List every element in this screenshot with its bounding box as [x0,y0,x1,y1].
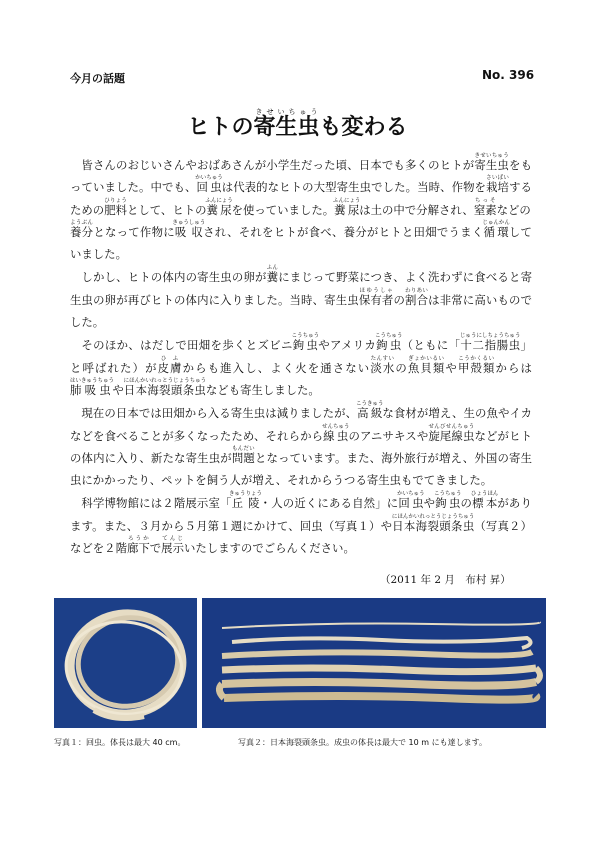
ruby-reading: こうきゅう [355,401,384,408]
ruby-word: 鉤虫こうちゅう [291,333,320,353]
ruby-reading: ようぶん [70,219,94,226]
title-pre: ヒトの [187,115,254,140]
text-segment: や [112,382,124,397]
text-segment: 皆さんのおじいさんやおばあさんが小学生だった頃、日本でも多くのヒトが [81,158,475,172]
ruby-word: 甲殻類こうかくるい [457,355,496,375]
text-segment: な食材が増え、生の魚やイカなどを食べることが多くなったため、それらから [70,406,532,443]
ruby-word: 問題もんだい [231,445,255,465]
ruby-word: 旋尾線虫せんびせんちゅう [428,423,475,443]
ruby-word: 回虫かいちゅう [397,491,425,511]
title-ruby-base: 寄生虫 [253,115,320,140]
paragraph-4 [70,401,532,491]
text-segment: をもっていました。中でも、 [70,158,532,195]
ruby-reading: てんじ [161,536,184,543]
ruby-reading: こうちゅう [434,491,462,498]
ruby-reading: せんびせんちゅう [428,423,475,430]
text-segment: からは [495,360,532,375]
text-segment: や [445,360,458,375]
text-segment: などの [496,202,531,217]
ruby-reading: もんだい [231,445,255,452]
text-segment: なども寄生しました。 [205,382,320,397]
ruby-word: 展示てんじ [161,536,184,556]
tapeworm-specimen-image [202,598,546,728]
text-segment: のアニサキスや [348,428,429,443]
ruby-reading: にほんかいれっとうじょうちゅう [391,513,475,520]
ruby-word: 十二指腸虫じゅうにしちょうちゅう [460,333,521,353]
ruby-word: 魚貝類ぎょかいるい [407,355,446,375]
issue-number: No. 396 [482,68,535,82]
text-segment: ・人の近くにある自然」に [259,496,399,511]
article-body [70,153,532,559]
ruby-reading: こうちゅう [374,333,403,340]
paragraph-3 [70,333,532,401]
text-segment: を使っていました。 [231,202,335,217]
ruby-word: 糞尿ふんにょう [332,197,361,217]
ruby-word: 栽培さいばい [486,175,510,195]
ruby-reading: ひふ [157,355,182,362]
text-segment: となって作物に [93,224,175,239]
text-segment: そのほか、はだしで田畑を歩くとズビニ [81,338,293,353]
caption-photo-1: 写真１：回虫。体長は最大 40 cm。 [54,738,186,747]
ruby-word: 廊下ろうか [126,536,150,556]
ruby-reading: ろうか [126,536,150,543]
ruby-word: 保有者ほゆうしゃ [358,287,394,307]
ruby-reading: きせいちゅう [474,153,509,159]
author-signature: （2011 年 2 月 布村 昇） [380,574,511,586]
ruby-reading: たんすい [370,355,395,362]
text-segment: などがヒトの体内に入り、新たな寄生虫が [70,428,532,465]
ruby-word: 淡水たんすい [370,355,396,375]
text-segment: となっています。また、海外旅行が増え、外国の寄生虫にかかったり、ペットを飼う人が増え、それからうつる寄生虫もでてきました。 [70,450,532,488]
text-segment: され、それをヒトが食べ、養分がヒトと田畑でうまく [202,224,484,239]
title-post: も変わる [319,115,408,140]
text-segment: いたしますのでごらんください。 [183,541,355,556]
text-segment: 現在の日本では田畑から入る寄生虫は減りましたが、 [81,406,358,421]
ruby-word: 日本海裂頭条虫にほんかいれっとうじょうちゅう [123,377,207,397]
text-segment: 」と呼ばれた）が [70,338,532,375]
ruby-reading: ふんにょう [332,197,361,204]
title-ruby-reading: きせいちゅう [253,108,320,116]
ruby-word: 標本ひょうほん [470,491,499,511]
ruby-word: 肥料ひりょう [104,197,127,217]
ruby-reading: きゅうりょう [229,491,263,498]
roundworm-specimen-image [54,598,197,728]
ruby-word: 鉤虫こうちゅう [434,491,462,511]
ruby-word: 日本海裂頭条虫にほんかいれっとうじょうちゅう [391,513,475,533]
text-segment: するための [70,180,532,217]
ruby-reading: こうかくるい [457,355,495,362]
text-segment: していました。 [70,224,532,262]
caption-photo-2: 写真２：日本海裂頭条虫。成虫の体長は最大で 10 m にも達します。 [238,738,487,747]
ruby-word: 寄生虫きせいちゅう [474,153,510,172]
ruby-reading: ふん [266,265,279,272]
text-segment: やアメリカ [317,338,377,353]
photo-roundworm [54,598,197,728]
ruby-word: 肺吸虫はいきゅうちゅう [70,377,115,397]
ruby-reading: ちっそ [473,197,497,204]
text-segment: しかし、ヒトの体内の寄生虫の卵が [81,270,267,285]
ruby-reading: はいきゅうちゅう [70,377,115,384]
ruby-word: 糞ふん [266,265,279,285]
paragraph-2 [70,265,532,333]
text-segment: の [460,496,473,511]
ruby-reading: ひょうほん [470,491,499,498]
text-segment: の [393,292,406,307]
text-segment: は非常に高いものでした。 [70,292,532,330]
ruby-reading: ほゆうしゃ [358,287,394,294]
ruby-word: 線虫せんちゅう [321,423,350,443]
ruby-word: 丘陵きゅうりょう [229,491,263,511]
text-segment: 科学博物館には２階展示室「 [81,496,232,511]
ruby-reading: ふんにょう [205,197,233,204]
paragraph-5 [70,491,532,559]
ruby-reading: ひりょう [104,197,127,204]
text-segment: からも進入し、よく火を通さない [182,360,371,375]
ruby-word: 割合わりあい [405,287,429,307]
page-title [0,108,595,141]
text-segment: や [423,496,436,511]
text-segment: （写真２）などを２階 [70,518,532,556]
text-segment: は代表的なヒトの大型寄生虫でした。当時、作物を [221,180,487,195]
ruby-word: 高級こうきゅう [355,401,384,421]
ruby-word: 循環じゅんかん [482,219,510,239]
ruby-word: 糞尿ふんにょう [205,197,233,217]
ruby-reading: かいちゅう [397,491,425,498]
text-segment: は土の中で分解され、 [359,202,474,217]
ruby-reading: じゅんかん [482,219,510,226]
ruby-word: 回虫かいちゅう [195,175,223,195]
text-segment: の [395,360,408,375]
photo-tapeworm [202,598,546,728]
text-segment: にまじって野菜につき、よく洗わずに食べると寄生虫の卵が再びヒトの体内に入りました。当時、寄生虫 [70,270,532,307]
ruby-reading: こうちゅう [291,333,320,340]
ruby-reading: かいちゅう [195,175,223,182]
ruby-reading: にほんかいれっとうじょうちゅう [123,377,207,384]
ruby-reading: わりあい [405,287,428,294]
paragraph-1 [70,153,532,265]
ruby-reading: じゅうにしちょうちゅう [460,333,521,340]
ruby-word: 鉤虫こうちゅう [374,333,403,353]
title-ruby [253,108,320,140]
text-segment: （ともに「 [401,338,461,353]
ruby-reading: せんちゅう [321,423,350,430]
ruby-reading: ぎょかいるい [407,355,445,362]
ruby-word: 皮膚ひふ [157,355,183,375]
text-segment: として、ヒトの [126,202,207,217]
ruby-word: 窒素ちっそ [473,197,497,217]
text-segment: があります。また、３月から５月第１週にかけて、回虫（写真１）や [70,496,532,533]
ruby-word: 養分ようぶん [70,219,94,239]
ruby-word: 吸収きゅうしゅう [172,219,206,239]
text-segment: で [149,541,162,556]
section-label: 今月の話題 [70,72,125,85]
ruby-reading: さいばい [486,175,509,182]
ruby-reading: きゅうしゅう [172,219,206,226]
